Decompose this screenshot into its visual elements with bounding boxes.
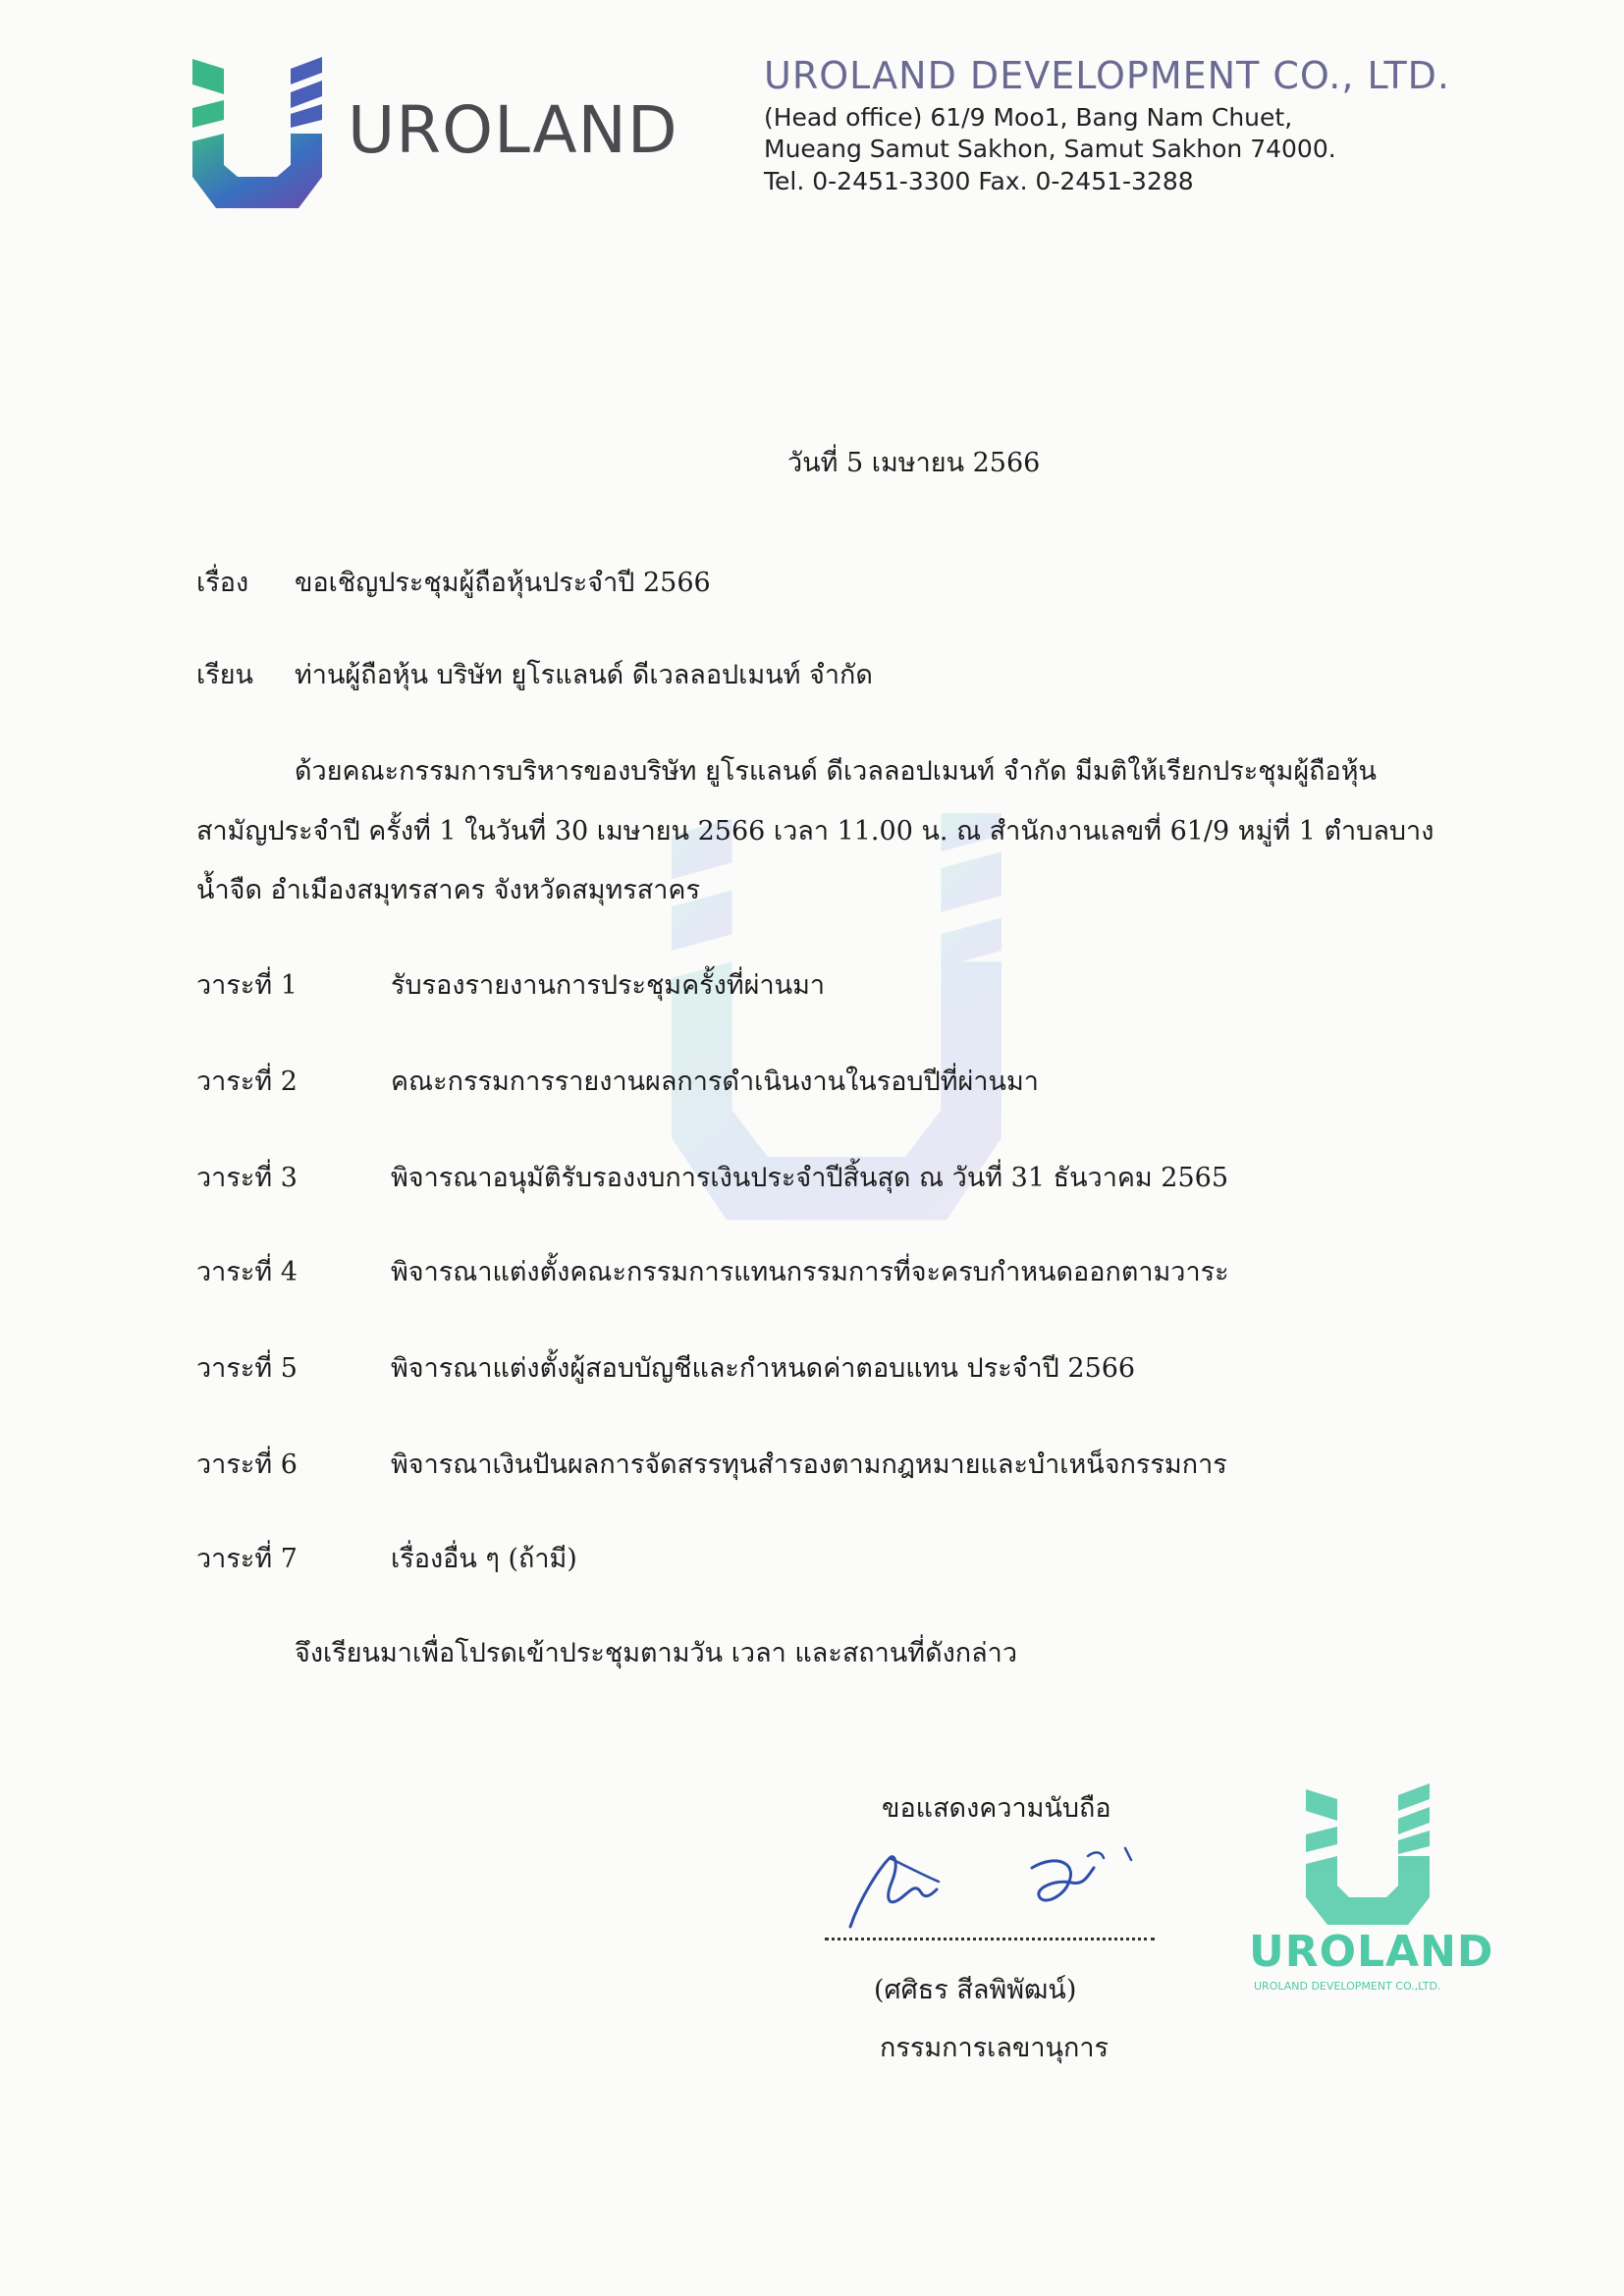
agenda-item-4-text: พิจารณาแต่งตั้งคณะกรรมการแทนกรรมการที่จะครบกำหนดออกตามวาระ (391, 1257, 1229, 1287)
body-line: สามัญประจำปี ครั้งที่ 1 ในวันที่ 30 เมษายน 2566 เวลา 11.00 น. ณ สำนักงานเลขที่ 61/9 หมู่ที่ 1 ตำบลบาง (196, 816, 1435, 847)
contact-line: Tel. 0-2451-3300 Fax. 0-2451-3288 (764, 167, 1194, 195)
agenda-item-1-text: รับรองรายงานการประชุมครั้งที่ผ่านมา (391, 970, 826, 1001)
agenda-item-4-label: วาระที่ 4 (196, 1257, 298, 1287)
agenda-item-6-text: พิจารณาเงินปันผลการจัดสรรทุนสำรองตามกฎหมายและบำเหน็จกรรมการ (391, 1449, 1227, 1480)
agenda-item-5-text: พิจารณาแต่งตั้งผู้สอบบัญชีและกำหนดค่าตอบแทน ประจำปี 2566 (391, 1353, 1136, 1384)
body-line: น้ำจืด อำเมืองสมุทรสาคร จังหวัดสมุทรสาคร (196, 875, 700, 905)
body-line: ด้วยคณะกรรมการบริหารของบริษัท ยูโรแลนด์ ดีเวลลอปเมนท์ จำกัด มีมติให้เรียกประชุมผู้ถือหุ้น (295, 756, 1378, 787)
agenda-item-3-label: วาระที่ 3 (196, 1163, 298, 1193)
regards-text: ขอแสดงความนับถือ (882, 1793, 1111, 1824)
recipient-label: เรียน (196, 660, 254, 690)
logo-wordmark: UROLAND (348, 92, 678, 168)
agenda-item-2-label: วาระที่ 2 (196, 1066, 298, 1097)
stamp-wordmark: UROLAND (1249, 1927, 1494, 1977)
subject-label: เรื่อง (196, 568, 249, 598)
agenda-item-7-label: วาระที่ 7 (196, 1544, 298, 1574)
agenda-item-1-label: วาระที่ 1 (196, 970, 298, 1001)
handwritten-signature (831, 1838, 1155, 1937)
signer-title: กรรมการเลขานุการ (880, 2033, 1110, 2063)
stamp-company-name: UROLAND DEVELOPMENT CO.,LTD. (1254, 1980, 1441, 1993)
agenda-item-7-text: เรื่องอื่น ๆ (ถ้ามี) (391, 1544, 577, 1574)
agenda-item-6-label: วาระที่ 6 (196, 1449, 298, 1480)
address-line-1: (Head office) 61/9 Moo1, Bang Nam Chuet, (764, 103, 1293, 132)
signer-name: (ศศิธร สีลพิพัฒน์) (874, 1975, 1077, 2005)
agenda-item-2-text: คณะกรรมการรายงานผลการดำเนินงานในรอบปีที่ผ่านมา (391, 1066, 1039, 1097)
address-line-2: Mueang Samut Sakhon, Samut Sakhon 74000. (764, 135, 1336, 163)
subject-text: ขอเชิญประชุมผู้ถือหุ้นประจำปี 2566 (295, 568, 711, 598)
letter-date: วันที่ 5 เมษายน 2566 (787, 448, 1041, 478)
uroland-logo-icon (192, 55, 322, 208)
agenda-item-3-text: พิจารณาอนุมัติรับรองงบการเงินประจำปีสิ้นสุด ณ วันที่ 31 ธันวาคม 2565 (391, 1163, 1229, 1193)
company-name: UROLAND DEVELOPMENT CO., LTD. (764, 54, 1450, 97)
recipient-text: ท่านผู้ถือหุ้น บริษัท ยูโรแลนด์ ดีเวลลอปเมนท์ จำกัด (295, 660, 873, 690)
signature-line (825, 1938, 1155, 1941)
agenda-item-5-label: วาระที่ 5 (196, 1353, 298, 1384)
closing-line: จึงเรียนมาเพื่อโปรดเข้าประชุมตามวัน เวลา และสถานที่ดังกล่าว (295, 1638, 1018, 1668)
